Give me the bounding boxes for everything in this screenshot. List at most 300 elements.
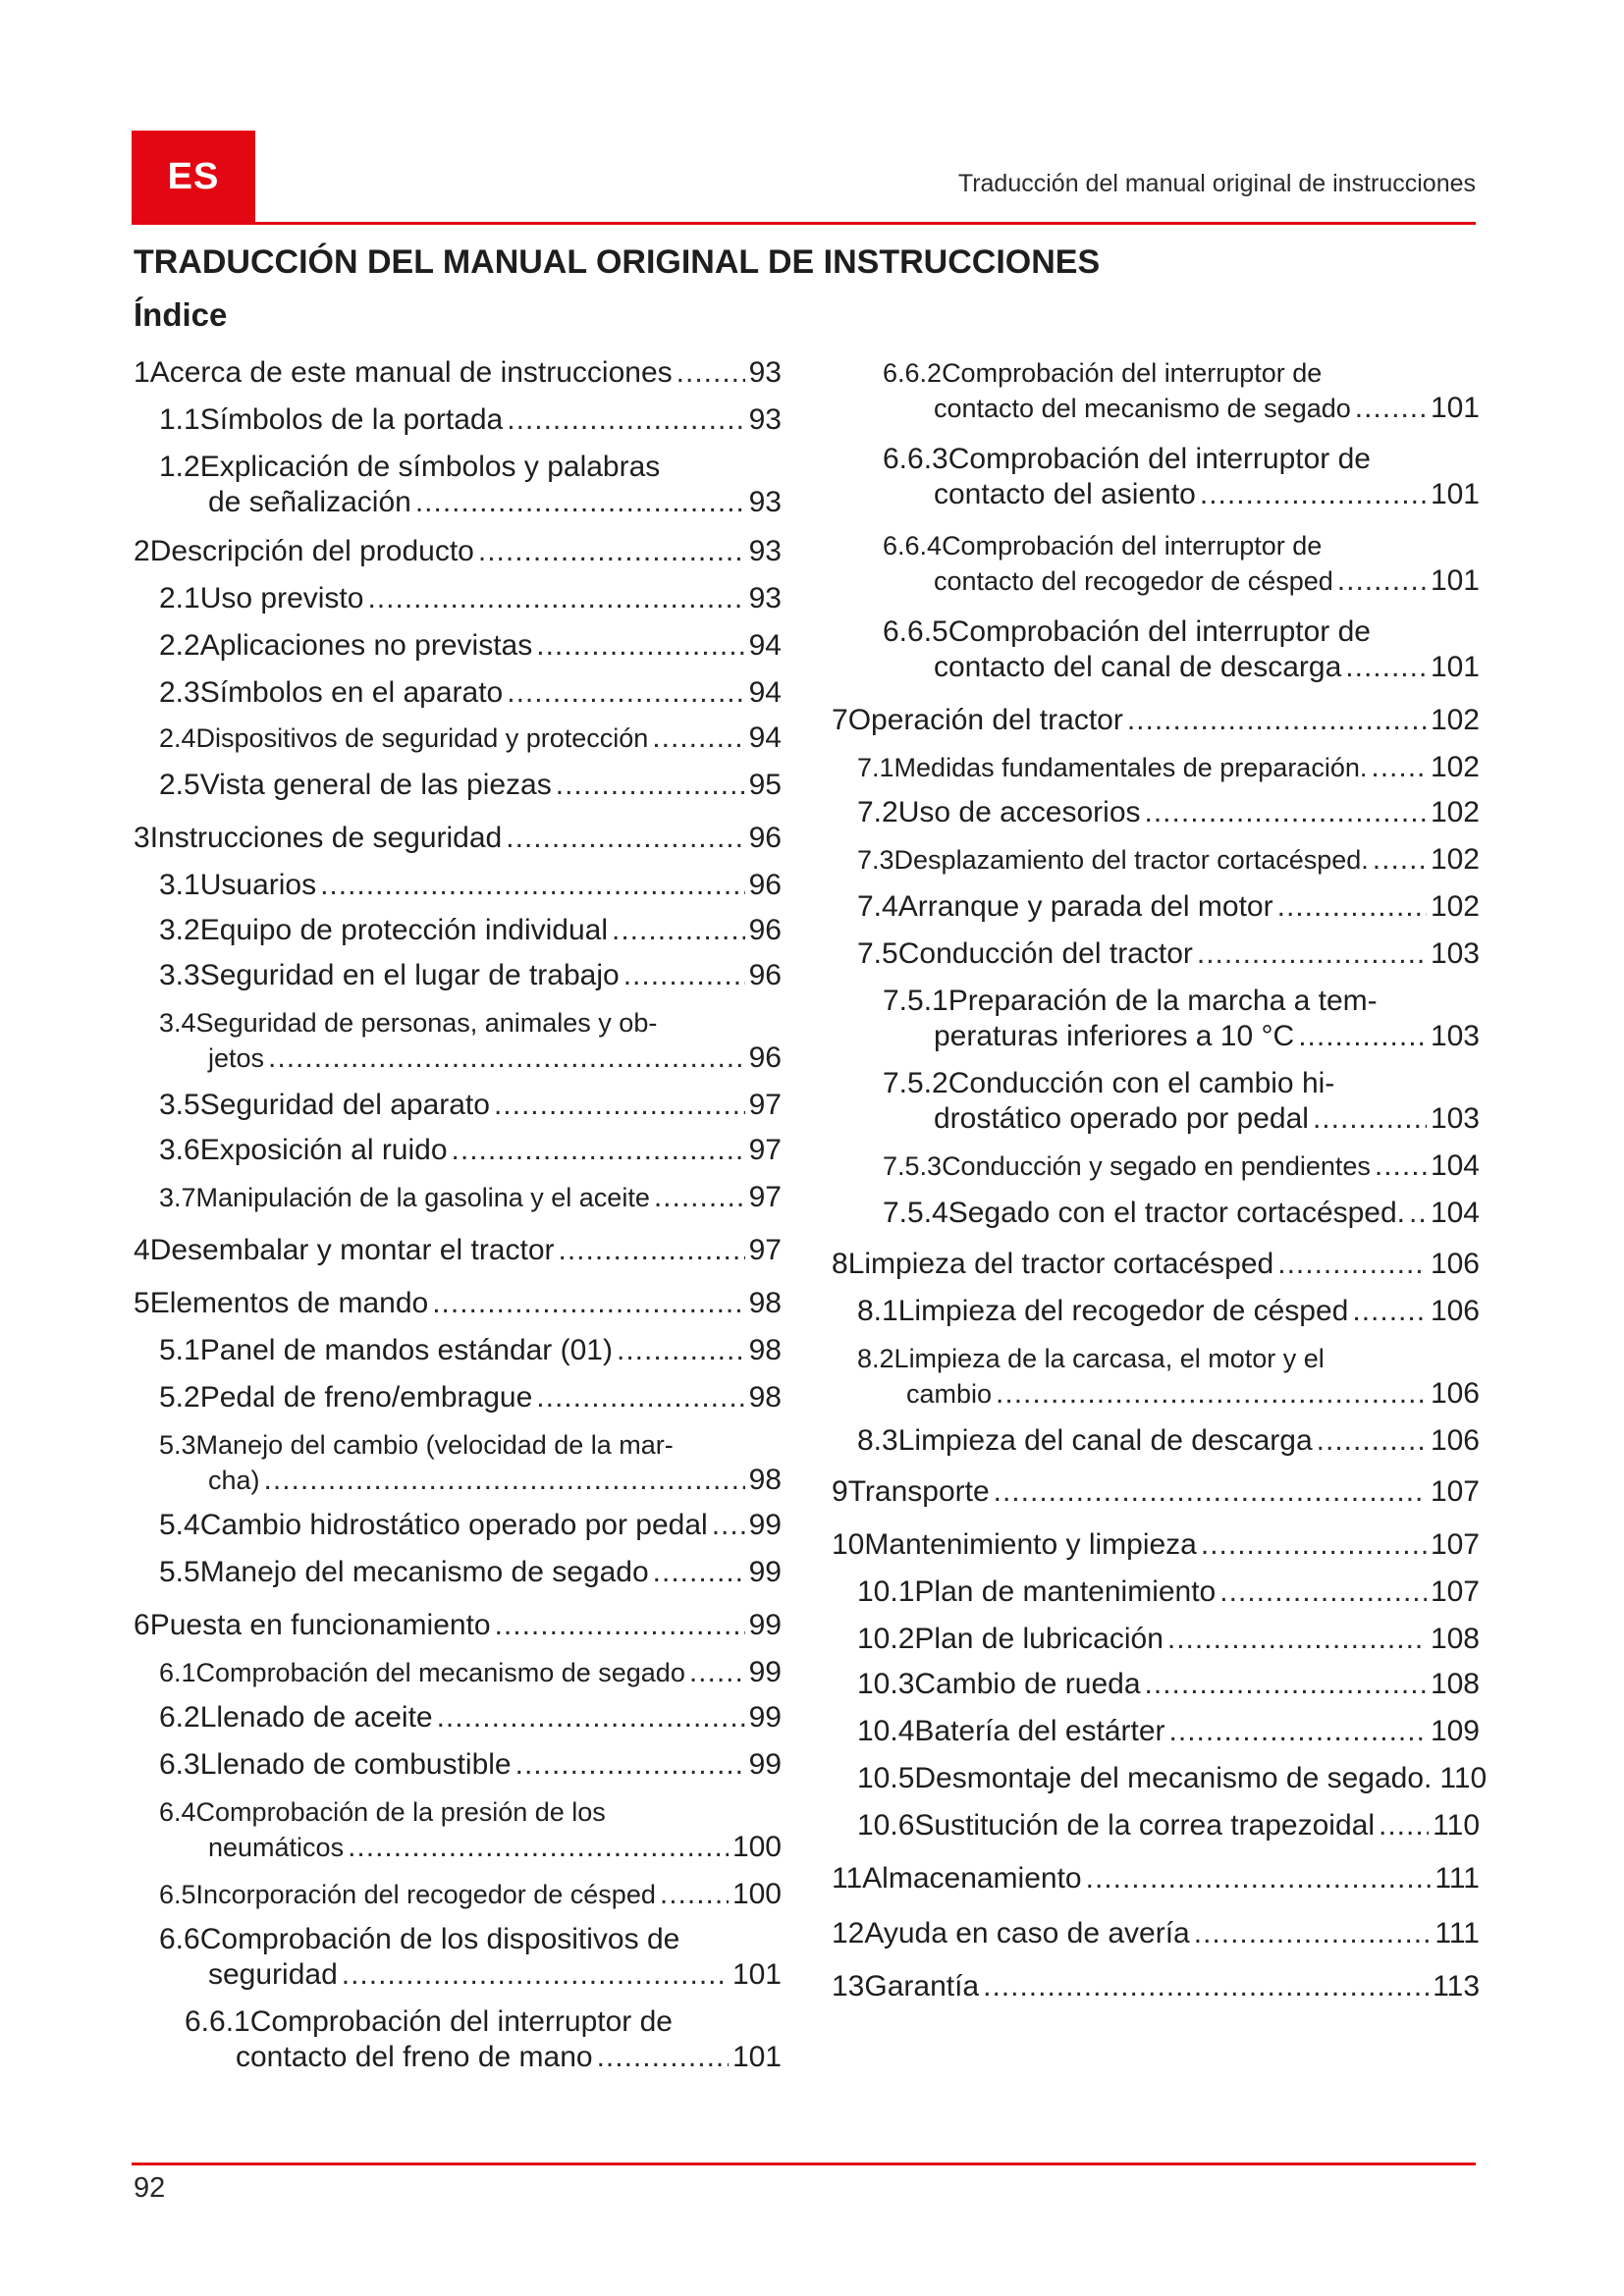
toc-dot-leader xyxy=(507,675,744,711)
toc-entry-number: 6.6.3 xyxy=(883,443,948,475)
toc-entry-number: 7 xyxy=(832,704,848,736)
toc-entry-number: 5.4 xyxy=(159,1509,200,1541)
toc-entry-title: Sustitución de la correa trapezoidal xyxy=(914,1809,1375,1842)
toc-entry-title-continued: cambio xyxy=(906,1379,993,1409)
toc-entry-number: 10 xyxy=(832,1528,865,1561)
toc-entry[interactable] xyxy=(832,842,1480,878)
toc-entry-title: Llenado de aceite xyxy=(199,1701,433,1734)
toc-entry-number: 2.4 xyxy=(159,723,196,753)
toc-entry[interactable] xyxy=(832,1969,1480,2004)
toc-entry-title-continued: seguridad xyxy=(208,1958,338,1991)
toc-entry-number: 3.1 xyxy=(159,869,200,901)
toc-entry-number: 10.6 xyxy=(857,1809,915,1842)
toc-entry-title: Preparación de la marcha a tem- xyxy=(947,985,1378,1017)
toc-entry-number: 3 xyxy=(134,822,150,854)
toc-entry[interactable] xyxy=(832,1066,1480,1137)
language-badge: ES xyxy=(132,131,255,224)
toc-entry-page: 99 xyxy=(748,1509,782,1541)
toc-entry-number: 5.1 xyxy=(159,1334,200,1366)
toc-entry-page: 103 xyxy=(1430,1020,1480,1052)
toc-dot-leader xyxy=(432,1286,744,1321)
toc-entry-number: 7.5.3 xyxy=(883,1151,943,1181)
toc-entry-title-continued: contacto del mecanismo de segado xyxy=(934,394,1351,423)
toc-entry-number: 7.3 xyxy=(857,845,894,875)
toc-entry[interactable] xyxy=(832,1527,1480,1563)
toc-entry-number: 7.1 xyxy=(857,753,894,782)
toc-entry-title-continued: contacto del freno de mano xyxy=(236,2041,593,2073)
toc-entry-title: Vista general de las piezas xyxy=(199,769,552,801)
toc-entry-page: 101 xyxy=(731,2041,782,2073)
toc-dot-leader xyxy=(1317,1423,1427,1459)
toc-entry-title: Equipo de protección individual xyxy=(199,914,609,946)
toc-entry[interactable] xyxy=(832,1575,1480,1610)
toc-dot-leader xyxy=(1352,1294,1427,1329)
toc-entry-page: 96 xyxy=(748,914,782,946)
toc-entry[interactable] xyxy=(832,355,1480,426)
toc-entry-page: 101 xyxy=(731,1958,782,1991)
toc-entry-number: 5.5 xyxy=(159,1556,200,1588)
toc-right-column xyxy=(832,355,1488,2004)
toc-entry[interactable] xyxy=(134,958,782,993)
toc-dot-leader xyxy=(983,1969,1429,2004)
toc-entry-page: 107 xyxy=(1430,1475,1480,1508)
toc-dot-leader xyxy=(536,1380,744,1415)
toc-entry[interactable] xyxy=(832,1808,1480,1843)
toc-entry-number: 7.2 xyxy=(857,796,898,828)
toc-entry-page: 103 xyxy=(1430,1102,1480,1135)
toc-entry-number: 6.5 xyxy=(159,1880,196,1909)
toc-dot-leader xyxy=(507,402,744,438)
toc-entry-title: Elementos de mando xyxy=(149,1287,429,1319)
toc-entry-page: 100 xyxy=(731,1831,782,1863)
toc-entry[interactable] xyxy=(832,1861,1480,1896)
toc-entry-number: 10.3 xyxy=(857,1668,915,1700)
toc-dot-leader xyxy=(1194,1916,1432,1951)
document-title: TRADUCCIÓN DEL MANUAL ORIGINAL DE INSTRUCCIONES xyxy=(134,243,1101,281)
toc-entry-number: 10.1 xyxy=(857,1575,915,1608)
toc-entry-title: Instrucciones de seguridad xyxy=(149,822,503,854)
toc-entry-title: Explicación de símbolos y palabras xyxy=(199,451,661,483)
toc-dot-leader xyxy=(1167,1622,1427,1657)
toc-entry-number: 6.1 xyxy=(159,1658,196,1687)
toc-entry[interactable] xyxy=(134,1794,782,1865)
toc-entry-page: 97 xyxy=(748,1181,782,1213)
toc-dot-leader xyxy=(623,958,745,993)
toc-entry[interactable] xyxy=(832,442,1480,512)
toc-entry-title: Manejo del mecanismo de segado xyxy=(199,1556,649,1588)
toc-entry-number: 7.5.4 xyxy=(883,1197,948,1229)
toc-entry-number: 3.6 xyxy=(159,1134,200,1166)
toc-entry-number: 2.2 xyxy=(159,629,200,662)
toc-entry[interactable] xyxy=(832,795,1480,830)
toc-entry-title: Símbolos de la portada xyxy=(199,403,504,436)
toc-entry-title: Aplicaciones no previstas xyxy=(199,629,533,662)
toc-entry-page: 99 xyxy=(748,1701,782,1734)
toc-entry[interactable] xyxy=(832,984,1480,1054)
toc-entry-number: 8.1 xyxy=(857,1295,898,1327)
toc-entry-number: 1 xyxy=(134,356,150,389)
toc-entry-number: 6 xyxy=(134,1609,150,1641)
toc-dot-leader xyxy=(1409,1196,1427,1231)
toc-dot-leader xyxy=(617,1333,745,1368)
toc-entry[interactable] xyxy=(832,1341,1480,1412)
toc-dot-leader xyxy=(689,1655,745,1690)
toc-dot-leader xyxy=(495,1608,745,1643)
toc-entry-page: 96 xyxy=(748,869,782,901)
toc-entry-number: 2.3 xyxy=(159,676,200,709)
toc-dot-leader xyxy=(478,534,745,569)
toc-entry-title: Limpieza del tractor cortacésped xyxy=(847,1248,1274,1280)
toc-entry[interactable] xyxy=(134,1555,782,1590)
toc-dot-leader xyxy=(712,1508,745,1543)
toc-entry-number: 6.6.5 xyxy=(883,615,948,648)
toc-entry-page: 107 xyxy=(1430,1528,1480,1561)
toc-entry-page: 111 xyxy=(1435,1862,1480,1895)
toc-entry-title: Desmontaje del mecanismo de segado. xyxy=(914,1762,1433,1794)
toc-entry-page: 96 xyxy=(748,959,782,991)
toc-entry-number: 8 xyxy=(832,1248,848,1280)
toc-entry[interactable] xyxy=(134,628,782,664)
toc-entry[interactable] xyxy=(832,1714,1480,1749)
toc-entry-page: 109 xyxy=(1430,1715,1480,1747)
toc-dot-leader xyxy=(1219,1575,1427,1610)
toc-entry-page: 101 xyxy=(1430,478,1480,510)
toc-entry[interactable] xyxy=(134,581,782,616)
toc-entry-number: 6.3 xyxy=(159,1748,200,1781)
toc-entry-page: 108 xyxy=(1430,1668,1480,1700)
toc-entry-title: Manejo del cambio (velocidad de la mar- xyxy=(195,1430,674,1460)
toc-entry-page: 113 xyxy=(1433,1970,1480,2002)
toc-entry[interactable] xyxy=(832,750,1480,785)
toc-entry[interactable] xyxy=(134,1233,782,1268)
toc-dot-leader xyxy=(1298,1019,1427,1054)
toc-dot-leader xyxy=(515,1747,745,1783)
toc-entry[interactable] xyxy=(134,355,782,391)
toc-entry[interactable] xyxy=(832,1916,1480,1951)
toc-entry-number: 1.2 xyxy=(159,451,200,483)
toc-entry[interactable] xyxy=(832,889,1480,925)
toc-dot-leader xyxy=(268,1041,745,1076)
toc-entry-title: Segado con el tractor cortacésped. xyxy=(947,1197,1406,1229)
toc-dot-leader xyxy=(452,1133,745,1168)
toc-entry-number: 8.2 xyxy=(857,1344,894,1373)
toc-entry[interactable] xyxy=(134,821,782,856)
toc-entry-number: 10.2 xyxy=(857,1623,915,1655)
toc-entry-page: 107 xyxy=(1430,1575,1480,1608)
toc-entry-page: 110 xyxy=(1439,1762,1488,1794)
toc-entry-title: Cambio de rueda xyxy=(914,1668,1141,1700)
toc-entry-number: 3.5 xyxy=(159,1089,200,1121)
toc-entry[interactable] xyxy=(832,1474,1480,1510)
toc-entry-title: Exposición al ruido xyxy=(199,1134,448,1166)
toc-entry-title: Acerca de este manual de instrucciones xyxy=(149,356,673,389)
toc-entry-number: 3.4 xyxy=(159,1008,196,1038)
toc-dot-leader xyxy=(1200,477,1427,512)
toc-entry-title: Comprobación del interruptor de xyxy=(947,443,1371,475)
toc-entry[interactable] xyxy=(832,1247,1480,1282)
toc-entry-title: Almacenamiento xyxy=(862,1862,1082,1895)
toc-entry[interactable] xyxy=(832,1148,1480,1184)
toc-entry[interactable] xyxy=(134,2004,782,2075)
toc-entry-title-continued: jetos xyxy=(208,1043,265,1073)
toc-entry-title: Conducción con el cambio hi- xyxy=(947,1067,1335,1099)
toc-dot-leader xyxy=(494,1088,745,1123)
toc-entry-number: 2 xyxy=(134,535,150,567)
toc-entry-title: Comprobación del mecanismo de segado xyxy=(195,1658,685,1687)
toc-entry-number: 2.1 xyxy=(159,582,200,614)
toc-dot-leader xyxy=(996,1376,1427,1412)
toc-entry-number: 9 xyxy=(832,1475,848,1508)
toc-dot-leader xyxy=(1201,1527,1427,1563)
toc-entry[interactable] xyxy=(832,1196,1480,1231)
toc-entry-page: 98 xyxy=(748,1381,782,1414)
toc-entry-title: Comprobación de la presión de los xyxy=(195,1797,606,1827)
toc-entry[interactable] xyxy=(134,534,782,569)
toc-dot-leader xyxy=(1375,1148,1427,1184)
toc-entry-title: Desplazamiento del tractor cortacésped. xyxy=(893,845,1369,875)
toc-entry[interactable] xyxy=(134,721,782,756)
toc-entry-title: Comprobación del interruptor de xyxy=(947,615,1371,648)
toc-entry[interactable] xyxy=(134,1655,782,1690)
toc-entry-title: Dispositivos de seguridad y protección xyxy=(195,723,649,753)
toc-entry-number: 7.4 xyxy=(857,890,898,923)
toc-entry-title: Incorporación del recogedor de césped xyxy=(195,1880,656,1909)
toc-entry-number: 7.5 xyxy=(857,937,898,970)
toc-entry-title: Panel de mandos estándar (01) xyxy=(199,1334,613,1366)
toc-entry-page: 103 xyxy=(1430,937,1480,970)
toc-dot-leader xyxy=(437,1700,745,1735)
toc-entry[interactable] xyxy=(134,1005,782,1076)
toc-entry-title: Conducción y segado en pendientes xyxy=(942,1151,1371,1181)
toc-entry-title: Comprobación de los dispositivos de xyxy=(199,1923,680,1955)
toc-entry[interactable] xyxy=(134,1922,782,1993)
toc-entry-title: Ayuda en caso de avería xyxy=(864,1917,1190,1949)
toc-entry[interactable] xyxy=(134,768,782,803)
toc-dot-leader xyxy=(652,721,744,756)
toc-dot-leader xyxy=(320,868,745,903)
toc-entry[interactable] xyxy=(134,1877,782,1912)
toc-left-column xyxy=(134,355,782,2075)
toc-entry-title: Descripción del producto xyxy=(149,535,474,567)
toc-entry-page: 100 xyxy=(731,1878,782,1910)
toc-entry-title: Comprobación del interruptor de xyxy=(249,2005,673,2038)
toc-entry[interactable] xyxy=(134,1180,782,1215)
toc-dot-leader xyxy=(1197,936,1427,972)
toc-entry-page: 98 xyxy=(748,1334,782,1366)
toc-dot-leader xyxy=(597,2040,729,2075)
toc-dot-leader xyxy=(1169,1714,1427,1749)
toc-entry-title: Puesta en funcionamiento xyxy=(149,1609,491,1641)
toc-entry-title: Operación del tractor xyxy=(847,704,1123,736)
toc-entry-number: 6.6.4 xyxy=(883,531,943,561)
toc-entry-page: 106 xyxy=(1430,1295,1480,1327)
toc-entry[interactable] xyxy=(134,913,782,948)
toc-dot-leader xyxy=(1127,703,1427,738)
toc-entry-page: 104 xyxy=(1430,1149,1480,1182)
toc-entry[interactable] xyxy=(832,1423,1480,1459)
toc-entry-page: 98 xyxy=(748,1464,782,1496)
toc-dot-leader xyxy=(677,355,745,391)
toc-entry[interactable] xyxy=(832,528,1480,599)
toc-entry[interactable] xyxy=(832,1761,1488,1796)
toc-entry-title: Garantía xyxy=(864,1970,980,2002)
toc-entry-page: 94 xyxy=(748,676,782,709)
toc-entry-number: 3.3 xyxy=(159,959,200,991)
toc-dot-leader xyxy=(612,913,745,948)
toc-entry[interactable] xyxy=(134,1088,782,1123)
toc-entry-title: Comprobación del interruptor de xyxy=(942,531,1323,561)
toc-entry-title: Conducción del tractor xyxy=(897,937,1193,970)
toc-dot-leader xyxy=(342,1957,729,1993)
toc-entry-page: 99 xyxy=(748,1656,782,1688)
toc-entry[interactable] xyxy=(134,1380,782,1415)
toc-entry-page: 99 xyxy=(748,1556,782,1588)
toc-dot-leader xyxy=(1277,889,1427,925)
toc-dot-leader xyxy=(1313,1101,1427,1137)
toc-dot-leader xyxy=(654,1180,745,1215)
toc-entry[interactable] xyxy=(134,1508,782,1543)
index-heading: Índice xyxy=(134,296,228,333)
toc-entry-title: Usuarios xyxy=(199,869,317,901)
toc-dot-leader xyxy=(1145,1667,1427,1702)
toc-entry-number: 6.6.1 xyxy=(185,2005,250,2038)
toc-entry[interactable] xyxy=(134,1427,782,1498)
toc-entry-number: 7.5.1 xyxy=(883,985,948,1017)
toc-entry-number: 1.1 xyxy=(159,403,200,436)
toc-entry[interactable] xyxy=(134,1608,782,1643)
toc-entry-title: Símbolos en el aparato xyxy=(199,676,504,709)
toc-entry[interactable] xyxy=(134,675,782,711)
toc-entry-page: 96 xyxy=(748,1041,782,1074)
toc-dot-leader xyxy=(559,1233,745,1268)
toc-entry-title-continued: neumáticos xyxy=(208,1833,345,1862)
toc-entry[interactable] xyxy=(832,936,1480,972)
toc-entry-page: 106 xyxy=(1430,1377,1480,1410)
toc-entry-title: Manipulación de la gasolina y el aceite xyxy=(195,1183,650,1212)
toc-dot-leader xyxy=(994,1474,1427,1510)
toc-entry-number: 7.5.2 xyxy=(883,1067,948,1099)
toc-entry-title-continued: drostático operado por pedal xyxy=(934,1102,1309,1135)
toc-entry-number: 8.3 xyxy=(857,1424,898,1457)
toc-entry[interactable] xyxy=(832,1622,1480,1657)
toc-entry-page: 104 xyxy=(1430,1197,1480,1229)
toc-entry-title-continued: cha) xyxy=(208,1466,260,1495)
toc-entry-title: Desembalar y montar el tractor xyxy=(149,1234,555,1266)
toc-entry-number: 6.2 xyxy=(159,1701,200,1734)
toc-entry-page: 101 xyxy=(1430,651,1480,683)
toc-entry-title: Uso previsto xyxy=(199,582,364,614)
toc-entry-page: 93 xyxy=(748,582,782,614)
toc-entry-page: 96 xyxy=(748,822,782,854)
toc-entry-title: Arranque y parada del motor xyxy=(897,890,1273,923)
toc-entry-number: 5 xyxy=(134,1287,150,1319)
toc-entry-title: Llenado de combustible xyxy=(199,1748,512,1781)
toc-dot-leader xyxy=(536,628,744,664)
toc-entry-title-continued: contacto del canal de descarga xyxy=(934,651,1342,683)
toc-entry-page: 101 xyxy=(1430,392,1480,424)
toc-entry-title: Plan de mantenimiento xyxy=(914,1575,1217,1608)
toc-entry-title: Pedal de freno/embrague xyxy=(199,1381,533,1414)
toc-entry-page: 106 xyxy=(1430,1248,1480,1280)
toc-entry[interactable] xyxy=(134,1700,782,1735)
toc-entry-page: 93 xyxy=(748,486,782,518)
toc-entry-number: 5.3 xyxy=(159,1430,196,1460)
toc-entry-number: 4 xyxy=(134,1234,150,1266)
toc-entry[interactable] xyxy=(832,614,1480,685)
toc-entry-number: 13 xyxy=(832,1970,865,2002)
toc-entry[interactable] xyxy=(134,450,782,520)
toc-entry-number: 10.5 xyxy=(857,1762,915,1794)
toc-entry-page: 102 xyxy=(1430,704,1480,736)
toc-entry-page: 93 xyxy=(748,356,782,389)
toc-entry-title: Seguridad de personas, animales y ob- xyxy=(195,1008,658,1038)
toc-entry-title-continued: peraturas inferiores a 10 °C xyxy=(934,1020,1295,1052)
page-number: 92 xyxy=(134,2172,166,2204)
toc-entry-number: 3.7 xyxy=(159,1183,196,1212)
toc-dot-leader xyxy=(367,581,744,616)
toc-dot-leader xyxy=(264,1463,745,1498)
toc-entry[interactable] xyxy=(832,1667,1480,1702)
toc-dot-leader xyxy=(1345,650,1427,685)
toc-entry-page: 111 xyxy=(1435,1917,1480,1949)
toc-entry[interactable] xyxy=(832,703,1480,738)
toc-entry-page: 98 xyxy=(748,1287,782,1319)
toc-dot-leader xyxy=(1145,795,1427,830)
toc-entry-title: Seguridad en el lugar de trabajo xyxy=(199,959,620,991)
toc-entry-page: 110 xyxy=(1433,1809,1480,1842)
toc-entry-page: 97 xyxy=(748,1134,782,1166)
toc-entry-page: 94 xyxy=(748,721,782,754)
toc-entry-number: 5.2 xyxy=(159,1381,200,1414)
toc-dot-leader xyxy=(1277,1247,1427,1282)
toc-entry-number: 6.6.2 xyxy=(883,358,943,388)
toc-entry-page: 93 xyxy=(748,535,782,567)
toc-dot-leader xyxy=(1379,1808,1429,1843)
toc-dot-leader xyxy=(1337,563,1427,599)
toc-entry-page: 106 xyxy=(1430,1424,1480,1457)
toc-entry-page: 99 xyxy=(748,1609,782,1641)
toc-entry[interactable] xyxy=(134,1333,782,1368)
toc-dot-leader xyxy=(1355,391,1427,426)
toc-dot-leader xyxy=(506,821,744,856)
toc-entry-title-continued: de señalización xyxy=(208,486,411,518)
toc-entry-page: 95 xyxy=(748,769,782,801)
toc-entry-title-continued: contacto del recogedor de césped xyxy=(934,566,1333,596)
toc-dot-leader xyxy=(1086,1861,1432,1896)
toc-entry-page: 101 xyxy=(1430,564,1480,597)
toc-entry-page: 102 xyxy=(1430,796,1480,828)
toc-dot-leader xyxy=(1371,750,1427,785)
toc-entry-number: 6.4 xyxy=(159,1797,196,1827)
toc-entry[interactable] xyxy=(134,1286,782,1321)
toc-entry[interactable] xyxy=(134,868,782,903)
toc-entry-page: 94 xyxy=(748,629,782,662)
toc-entry[interactable] xyxy=(134,1747,782,1783)
toc-entry[interactable] xyxy=(134,402,782,438)
toc-entry-page: 97 xyxy=(748,1089,782,1121)
toc-entry-page: 93 xyxy=(748,403,782,436)
toc-entry-title: Limpieza de la carcasa, el motor y el xyxy=(893,1344,1325,1373)
toc-entry-title: Limpieza del canal de descarga xyxy=(897,1424,1313,1457)
toc-entry-page: 102 xyxy=(1430,890,1480,923)
toc-entry[interactable] xyxy=(134,1133,782,1168)
toc-entry[interactable] xyxy=(832,1294,1480,1329)
toc-entry-page: 108 xyxy=(1430,1623,1480,1655)
toc-dot-leader xyxy=(415,485,745,520)
toc-entry-title: Comprobación del interruptor de xyxy=(942,358,1323,388)
toc-entry-number: 3.2 xyxy=(159,914,200,946)
toc-entry-title: Limpieza del recogedor de césped xyxy=(897,1295,1349,1327)
